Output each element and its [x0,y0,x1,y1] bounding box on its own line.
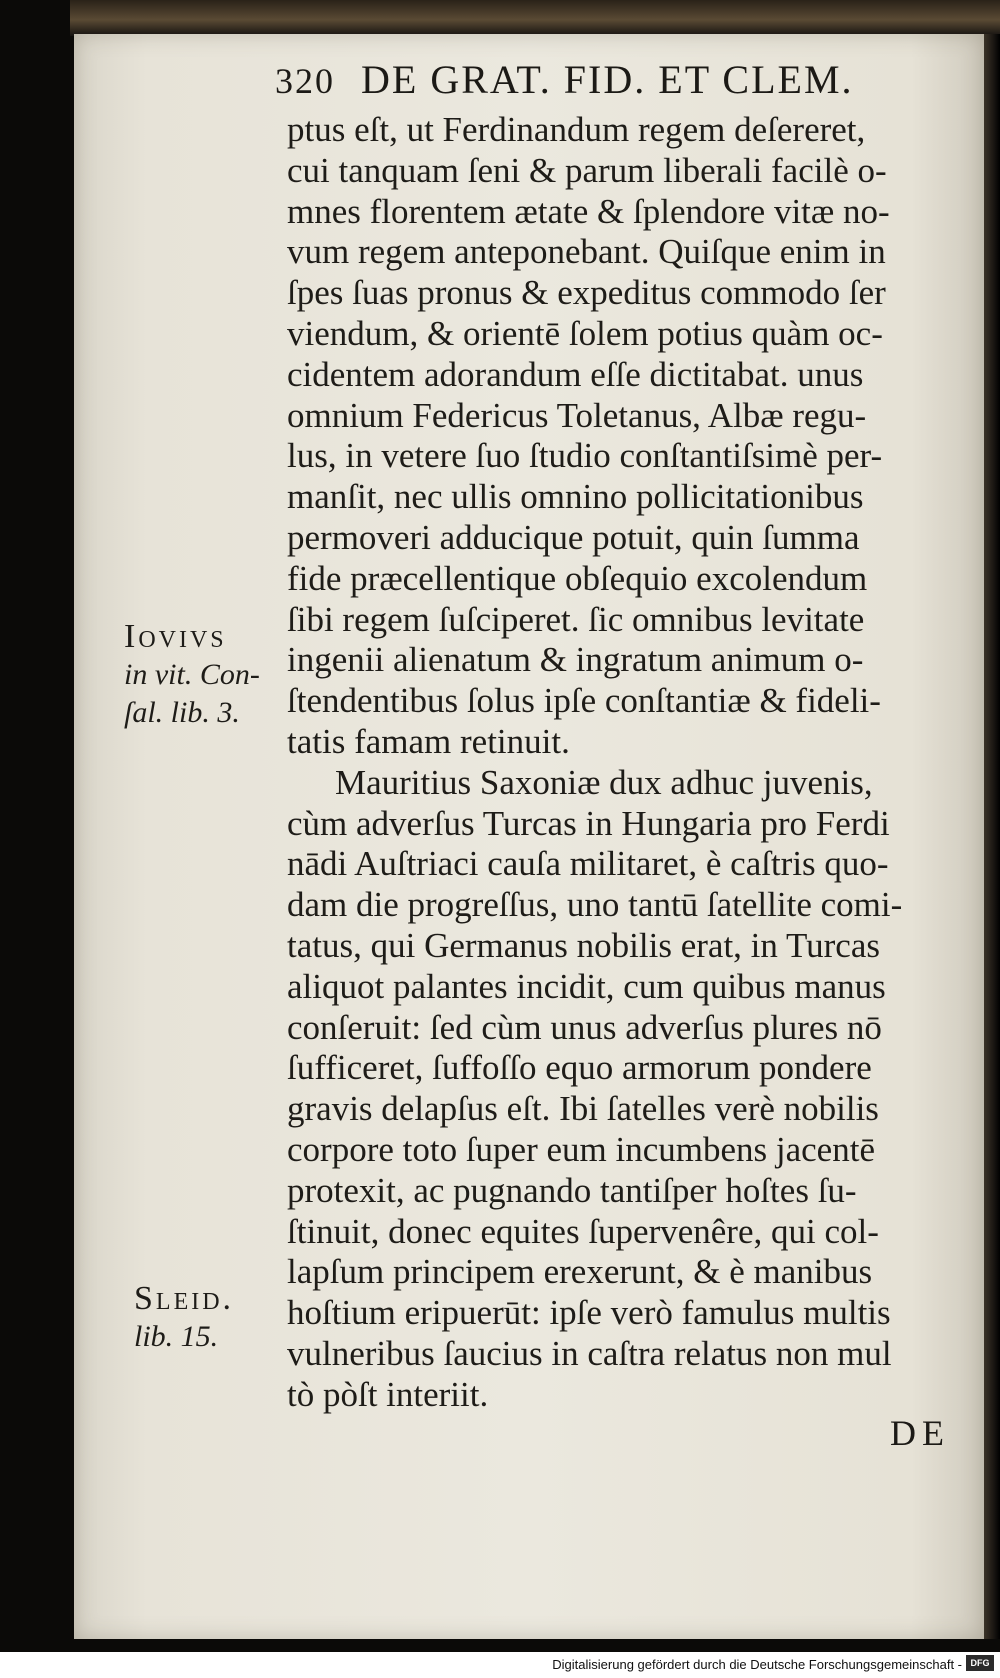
text-line: lapſum principem erexerunt, & è manibus [287,1252,873,1292]
text-line: permoveri adducique potuit, quin ſumma [287,517,860,557]
text-line: vum regem anteponebant. Quiſque enim in [287,232,886,272]
text-line: mnes florentem ætate & ſplendore vitæ no- [287,191,890,231]
text-line: corpore toto ſuper eum incumbens jacentē [287,1129,875,1169]
page-number: 320 [275,61,335,101]
text-line: cidentem adorandum eſſe dictitabat. unus [287,354,864,394]
margin-note-jovius [124,618,274,732]
text-line: viendum, & orientē ſolem potius quàm oc- [287,313,883,353]
text-line: ſibi regem ſuſciperet. ſic omnibus levitate [287,599,865,639]
running-header [275,56,965,106]
text-line: omnium Federicus Toletanus, Albæ regu- [287,395,867,435]
text-line: cui tanquam ſeni & parum liberali facilè o- [287,150,887,190]
text-line: ſpes ſuas pronus & expeditus commodo ſer [287,273,886,313]
margin-note-reference: ſal. lib. 3. [124,696,240,729]
paragraph-start-line: Mauritius Saxoniæ dux adhuc juvenis, [335,762,873,802]
margin-note-author: Sleid. [134,1280,235,1317]
text-line: ſufficeret, ſuffoſſo equo armorum pondere [287,1048,872,1088]
dfg-logo: DFG [966,1655,994,1671]
margin-note-reference: lib. 15. [134,1320,219,1353]
text-line: vulneribus ſaucius in caſtra relatus non mul [287,1333,892,1373]
text-line: aliquot palantes incidit, cum quibus manus [287,966,886,1006]
text-line: protexit, ac pugnando tantiſper hoſtes ſu- [287,1170,857,1210]
text-line: dam die progreſſus, uno tantū ſatellite comi- [287,885,903,925]
text-line: cùm adverſus Turcas in Hungaria pro Ferdi [287,803,890,843]
text-line: fide præcellentique obſequio excolendum [287,558,868,598]
margin-note-reference: in vit. Con- [124,658,260,691]
margin-note-author: Iovivs [124,618,227,655]
text-line: ptus eſt, ut Ferdinandum regem deſereret, [287,110,866,149]
text-line: ſtendentibus ſolus ipſe conſtantiæ & fideli- [287,681,881,721]
text-line: conſeruit: ſed cùm unus adverſus plures nō [287,1007,882,1047]
catchword: DE [890,1413,950,1453]
text-line: nādi Auſtriaci cauſa militaret, è caſtris quo- [287,844,889,884]
book-top-edge [70,0,1000,36]
text-line: ingenii alienatum & ingratum animum o- [287,640,864,680]
text-line: tatis famam retinuit. [287,721,570,761]
text-line: gravis delapſus eſt. Ibi ſatelles verè nobilis [287,1089,879,1129]
text-line: ſtinuit, donec equites ſupervenêre, qui col- [287,1211,879,1251]
margin-note-sleid [134,1280,274,1356]
running-title: DE GRAT. FID. ET CLEM. [361,57,854,102]
text-line: tatus, qui Germanus nobilis erat, in Turcas [287,925,881,965]
text-line: manſit, nec ullis omnino pollicitationibus [287,477,864,517]
text-line: tò pòſt interiit. [287,1374,489,1414]
book-fore-edge [984,34,1000,1639]
body-text [287,110,975,1416]
text-line: lus, in vetere ſuo ſtudio conſtantiſsimè per- [287,436,883,476]
text-line: hoſtium eripuerūt: ipſe verò famulus multis [287,1293,891,1333]
digitization-credit: Digitalisierung gefördert durch die Deutsche Forschungsgemeinschaft - [552,1657,962,1672]
